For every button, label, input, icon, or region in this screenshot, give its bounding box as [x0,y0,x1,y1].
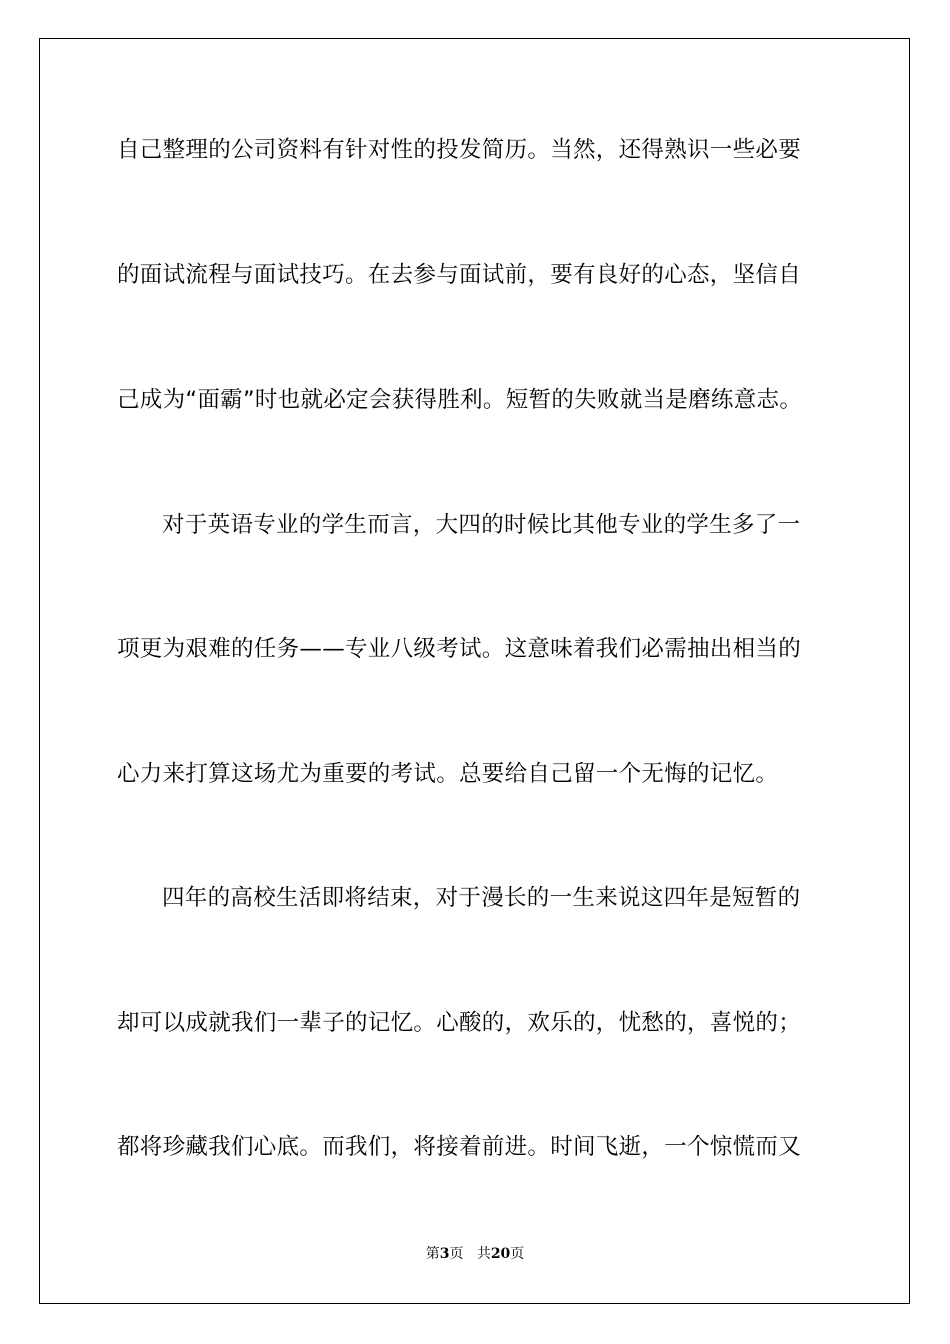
text-line-7: 四年的高校生活即将结束，对于漫长的一生来说这四年是短暂的 [162,885,801,911]
text-line-8: 却可以成就我们一辈子的记忆。心酸的，欢乐的，忧愁的，喜悦的； [117,1010,802,1036]
text-line-6: 心力来打算这场尤为重要的考试。总要给自己留一个无悔的记忆。 [117,761,779,787]
text-line-5: 项更为艰难的任务——专业八级考试。这意味着我们必需抽出相当的 [117,636,802,662]
footer-total-prefix: 共 [476,1246,491,1262]
page-footer [0,1244,950,1264]
text-line-3: 己成为“面霸”时也就必定会获得胜利。短暂的失败就当是磨练意志。 [117,387,803,413]
text-line-2: 的面试流程与面试技巧。在去参与面试前，要有良好的心态，坚信自 [117,262,802,288]
footer-page-number: 3 [439,1246,450,1262]
text-line-9: 都将珍藏我们心底。而我们，将接着前进。时间飞逝，一个惊慌而又 [117,1134,802,1160]
page-border [39,38,910,1304]
text-line-4: 对于英语专业的学生而言，大四的时候比其他专业的学生多了一 [162,512,801,538]
footer-total-pages: 20 [490,1246,511,1262]
footer-page-suffix: 页 [449,1246,464,1262]
footer-total-suffix: 页 [510,1246,525,1262]
text-line-1: 自己整理的公司资料有针对性的投发简历。当然，还得熟识一些必要 [117,137,802,163]
footer-page-prefix: 第 [425,1246,440,1262]
